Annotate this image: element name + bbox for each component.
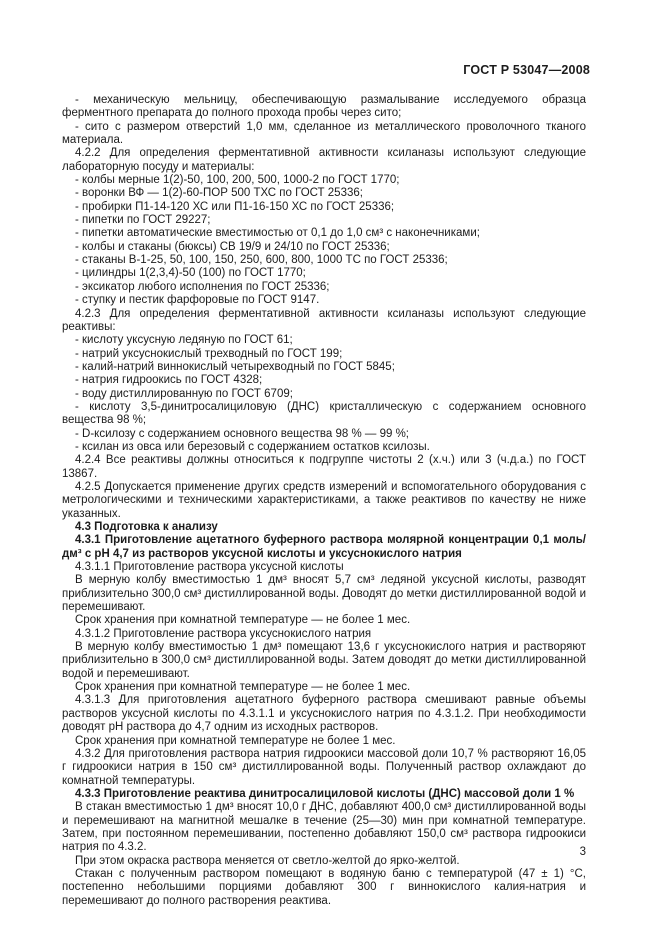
paragraph: 4.3.2 Для приготовления раствора натрия гидроокиси массовой доли 10,7 % растворяют 16,05 г гидроокиси натрия в 150 см³ дистиллированной воды. Полученный раствор охлаждают до комнатной температуры. xyxy=(62,747,586,787)
paragraph: Срок хранения при комнатной температуре не более 1 мес. xyxy=(75,734,396,747)
list-item: - механическую мельницу, обеспечивающую размалывание исследуемого образца ферментного препарата до полного прохода пробы через сито; xyxy=(62,94,586,120)
paragraph: Срок хранения при комнатной температуре — не более 1 мес. xyxy=(75,614,411,627)
paragraph: При этом окраска раствора меняется от светло-желтой до ярко-желтой. xyxy=(75,854,460,867)
paragraph: Срок хранения при комнатной температуре — не более 1 мес. xyxy=(75,681,411,694)
list-item: - стаканы В-1-25, 50, 100, 150, 250, 600, 800, 1000 ТС по ГОСТ 25336; xyxy=(75,254,448,267)
document-content xyxy=(62,94,586,908)
list-item: - D-ксилозу с содержанием основного вещества 98 % — 99 %; xyxy=(75,427,409,440)
list-item: - воду дистиллированную по ГОСТ 6709; xyxy=(75,387,293,400)
paragraph: 4.2.3 Для определения ферментативной активности ксиланазы используют следующие реактивы: xyxy=(62,307,586,333)
section-heading: 4.3.1 Приготовление ацетатного буферного раствора молярной концентрации 0,1 моль/дм³ с pH 4,7 из растворов уксусной кислоты и уксуснокислого натрия xyxy=(62,534,586,560)
section-heading: 4.3.3 Приготовление реактива динитросалициловой кислоты (ДНС) массовой доли 1 % xyxy=(75,787,575,800)
list-item: - натрий уксуснокислый трехводный по ГОСТ 199; xyxy=(75,347,343,360)
paragraph: 4.2.4 Все реактивы должны относиться к подгруппе чистоты 2 (х.ч.) или 3 (ч.д.а.) по ГОСТ 13867. xyxy=(62,454,586,480)
paragraph: Стакан с полученным раствором помещают в водяную баню с температурой (47 ± 1) °С, постепенно небольшими порциями добавляют 300 г виннокислого калия-натрия и перемешивают до полного растворения реактива. xyxy=(62,867,586,907)
list-item: - сито с размером отверстий 1,0 мм, сделанное из металлического проволочного тканого материала. xyxy=(62,120,586,147)
paragraph: 4.3.1.2 Приготовление раствора уксуснокислого натрия xyxy=(75,627,372,640)
paragraph: В стакан вместимостью 1 дм³ вносят 10,0 г ДНС, добавляют 400,0 см³ дистиллированной воды и перемешивают на магнитной мешалке в течение (25—30) мин при комнатной температуре. Затем, при постоянном перемешивании, постепенно добавляют 150,0 см³ раствора гидроокиси натрия по 4.3.2. xyxy=(62,801,586,854)
list-item: - воронки ВФ — 1(2)-60-ПОР 500 ТХС по ГОСТ 25336; xyxy=(75,187,363,200)
section-heading: 4.3 Подготовка к анализу xyxy=(75,521,218,533)
list-item: - колбы мерные 1(2)-50, 100, 200, 500, 1000-2 по ГОСТ 1770; xyxy=(75,174,400,187)
running-header: ГОСТ Р 53047—2008 xyxy=(463,63,590,77)
list-item: - ступку и пестик фарфоровые по ГОСТ 9147. xyxy=(75,294,320,307)
list-item: - калий-натрий виннокислый четырехводный по ГОСТ 5845; xyxy=(75,360,395,373)
paragraph: 4.2.2 Для определения ферментативной активности ксиланазы используют следующие лабораторную посуду и материалы: xyxy=(62,147,586,173)
paragraph: В мерную колбу вместимостью 1 дм³ помещают 13,6 г уксуснокислого натрия и растворяют приблизительно в 300,0 см³ дистиллированной воды. Затем доводят до метки дистиллированной водой и перемешивают. xyxy=(62,641,586,680)
list-item: - кислоту уксусную ледяную по ГОСТ 61; xyxy=(75,334,293,347)
list-item: - цилиндры 1(2,3,4)-50 (100) по ГОСТ 1770; xyxy=(75,267,306,280)
list-item: - ксилан из овса или березовый с содержанием остатков ксилозы. xyxy=(75,440,430,453)
list-item: - пипетки автоматические вместимостью от 0,1 до 1,0 см³ с наконечниками; xyxy=(75,227,480,240)
list-item: - эксикатор любого исполнения по ГОСТ 25336; xyxy=(75,280,330,293)
paragraph: В мерную колбу вместимостью 1 дм³ вносят 5,7 см³ ледяной уксусной кислоты, разводят приблизительно 300,0 см³ дистиллированной воды. Доводят до метки дистиллированной водой и перемешивают. xyxy=(62,574,586,614)
list-item: - натрия гидроокись по ГОСТ 4328; xyxy=(75,374,263,387)
list-item: - пробирки П1-14-120 ХС или П1-16-150 ХС по ГОСТ 25336; xyxy=(75,200,395,213)
list-item: - колбы и стаканы (бюксы) СВ 19/9 и 24/10 по ГОСТ 25336; xyxy=(75,240,390,253)
list-item: - пипетки по ГОСТ 29227; xyxy=(75,214,211,227)
paragraph: 4.3.1.1 Приготовление раствора уксусной кислоты xyxy=(75,561,344,574)
paragraph: 4.2.5 Допускается применение других средств измерений и вспомогательного оборудования с метрологическими и техническими характеристиками, а также реактивов по качеству не ниже указанных. xyxy=(62,480,586,520)
paragraph: 4.3.1.3 Для приготовления ацетатного буферного раствора смешивают равные объемы растворов уксусной кислоты по 4.3.1.1 и уксуснокислого натрия по 4.3.1.2. При необходимости доводят pH раствора до 4,7 одним из исходных растворов. xyxy=(62,694,586,734)
list-item: - кислоту 3,5-динитросалициловую (ДНС) кристаллическую с содержанием основного вещества 98 %; xyxy=(62,400,586,427)
page-number: 3 xyxy=(579,846,586,858)
